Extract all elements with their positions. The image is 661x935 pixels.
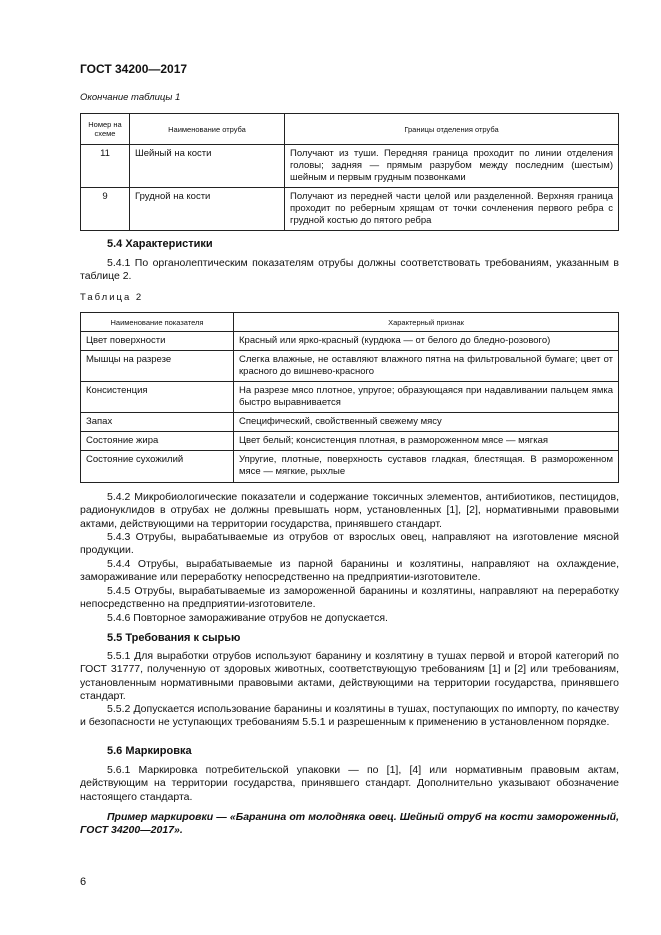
cell-value: Цвет белый; консистенция плотная, в размороженном мясе — мягкая (234, 432, 619, 451)
cell-name: Запах (81, 413, 234, 432)
table-row (81, 145, 619, 188)
paragraph: 5.4.4 Отрубы, вырабатываемые из парной баранины и козлятины, направляют на охлаждение, замораживание или переработку непосредственно на предприятии-изготовителе. (80, 558, 619, 584)
table-row (81, 351, 619, 382)
paragraph: 5.4.6 Повторное замораживание отрубов не допускается. (107, 612, 388, 624)
column-header: Границы отделения отруба (285, 114, 619, 145)
cell-value: Слегка влажные, не оставляют влажного пятна на фильтровальной бумаге; цвет от красного до вишнево-красного (234, 351, 619, 382)
table2-caption: Таблица 2 (80, 292, 144, 303)
cell-name: Консистенция (81, 382, 234, 413)
cell-bounds: Получают из туши. Передняя граница проходит по линии отделения головы; задняя — прямым разрубом между последним (шестым) шейным и первым грудным позвонками (285, 145, 619, 188)
cell-number: 9 (81, 188, 130, 231)
paragraph: 5.4.3 Отрубы, вырабатываемые из отрубов от взрослых овец, направляют на изготовление мясной продукции. (80, 531, 619, 557)
cell-value: На разрезе мясо плотное, упругое; образующаяся при надавливании пальцем ямка быстро выравнивается (234, 382, 619, 413)
paragraph: 5.4.1 По органолептическим показателям отрубы должны соответствовать требованиям, указанным в таблице 2. (80, 257, 619, 283)
paragraph: 5.5.2 Допускается использование баранины и козлятины в тушах, поступающих по импорту, по качеству и безопасности не уступающих требованиям 5.5.1 и разрешенным к применению в установленном порядке. (80, 703, 619, 729)
column-header: Номер на схеме (81, 114, 130, 145)
table-row (81, 332, 619, 351)
section-title: 5.4 Характеристики (107, 238, 213, 250)
section-title: 5.6 Маркировка (107, 745, 192, 757)
cell-name: Цвет поверхности (81, 332, 234, 351)
table-row (81, 188, 619, 231)
column-header: Наименование показателя (81, 313, 234, 332)
table-row (81, 413, 619, 432)
cell-number: 11 (81, 145, 130, 188)
marking-example: Пример маркировки — «Баранина от молодняка овец. Шейный отруб на кости замороженный, ГОСТ 34200—2017». (80, 811, 619, 837)
paragraph: 5.5.1 Для выработки отрубов используют баранину и козлятину в тушах первой и второй категорий по ГОСТ 31777, полученную от здоровых животных, соответствующую требованиям [1] и [2] или требованиям, установленным нормативными правовыми актами, действующими на территории государства, принявшего стандарт. (80, 650, 619, 702)
paragraph: 5.4.2 Микробиологические показатели и содержание токсичных элементов, антибиотиков, пестицидов, радионуклидов в отрубах не должны превышать норм, установленных [1], [2], нормативными правовыми актами, действующими на территории государства, принявшего стандарт. (80, 491, 619, 530)
table1-continuation-caption: Окончание таблицы 1 (80, 92, 181, 103)
paragraph: 5.6.1 Маркировка потребительской упаковки — по [1], [4] или нормативным правовым актам, действующим на территории государства, принявшего стандарт. Дополнительно указывают обозначение настоящего стандарта. (80, 764, 619, 803)
table-header-row (81, 313, 619, 332)
page-number: 6 (80, 876, 87, 888)
cell-value: Специфический, свойственный свежему мясу (234, 413, 619, 432)
table-1 (80, 113, 619, 231)
table-header-row (81, 114, 619, 145)
document-code: ГОСТ 34200—2017 (80, 62, 188, 76)
table-row (81, 451, 619, 483)
cell-name: Шейный на кости (130, 145, 285, 188)
cell-bounds: Получают из передней части целой или разделенной. Верхняя граница проходит по реберным хрящам от точки сочленения первого ребра с грудной костью до пятого ребра (285, 188, 619, 231)
table-row (81, 382, 619, 413)
table-row (81, 432, 619, 451)
table-2 (80, 312, 619, 483)
column-header: Характерный признак (234, 313, 619, 332)
column-header: Наименование отруба (130, 114, 285, 145)
cell-name: Грудной на кости (130, 188, 285, 231)
cell-value: Упругие, плотные, поверхность суставов гладкая, блестящая. В размороженном мясе — мягкие, рыхлые (234, 451, 619, 483)
cell-name: Состояние сухожилий (81, 451, 234, 483)
cell-name: Мышцы на разрезе (81, 351, 234, 382)
paragraph: 5.4.5 Отрубы, вырабатываемые из замороженной баранины и козлятины, направляют на переработку непосредственно на предприятии-изготовителе. (80, 585, 619, 611)
cell-value: Красный или ярко-красный (курдюка — от белого до бледно-розового) (234, 332, 619, 351)
cell-name: Состояние жира (81, 432, 234, 451)
section-title: 5.5 Требования к сырью (107, 632, 241, 644)
